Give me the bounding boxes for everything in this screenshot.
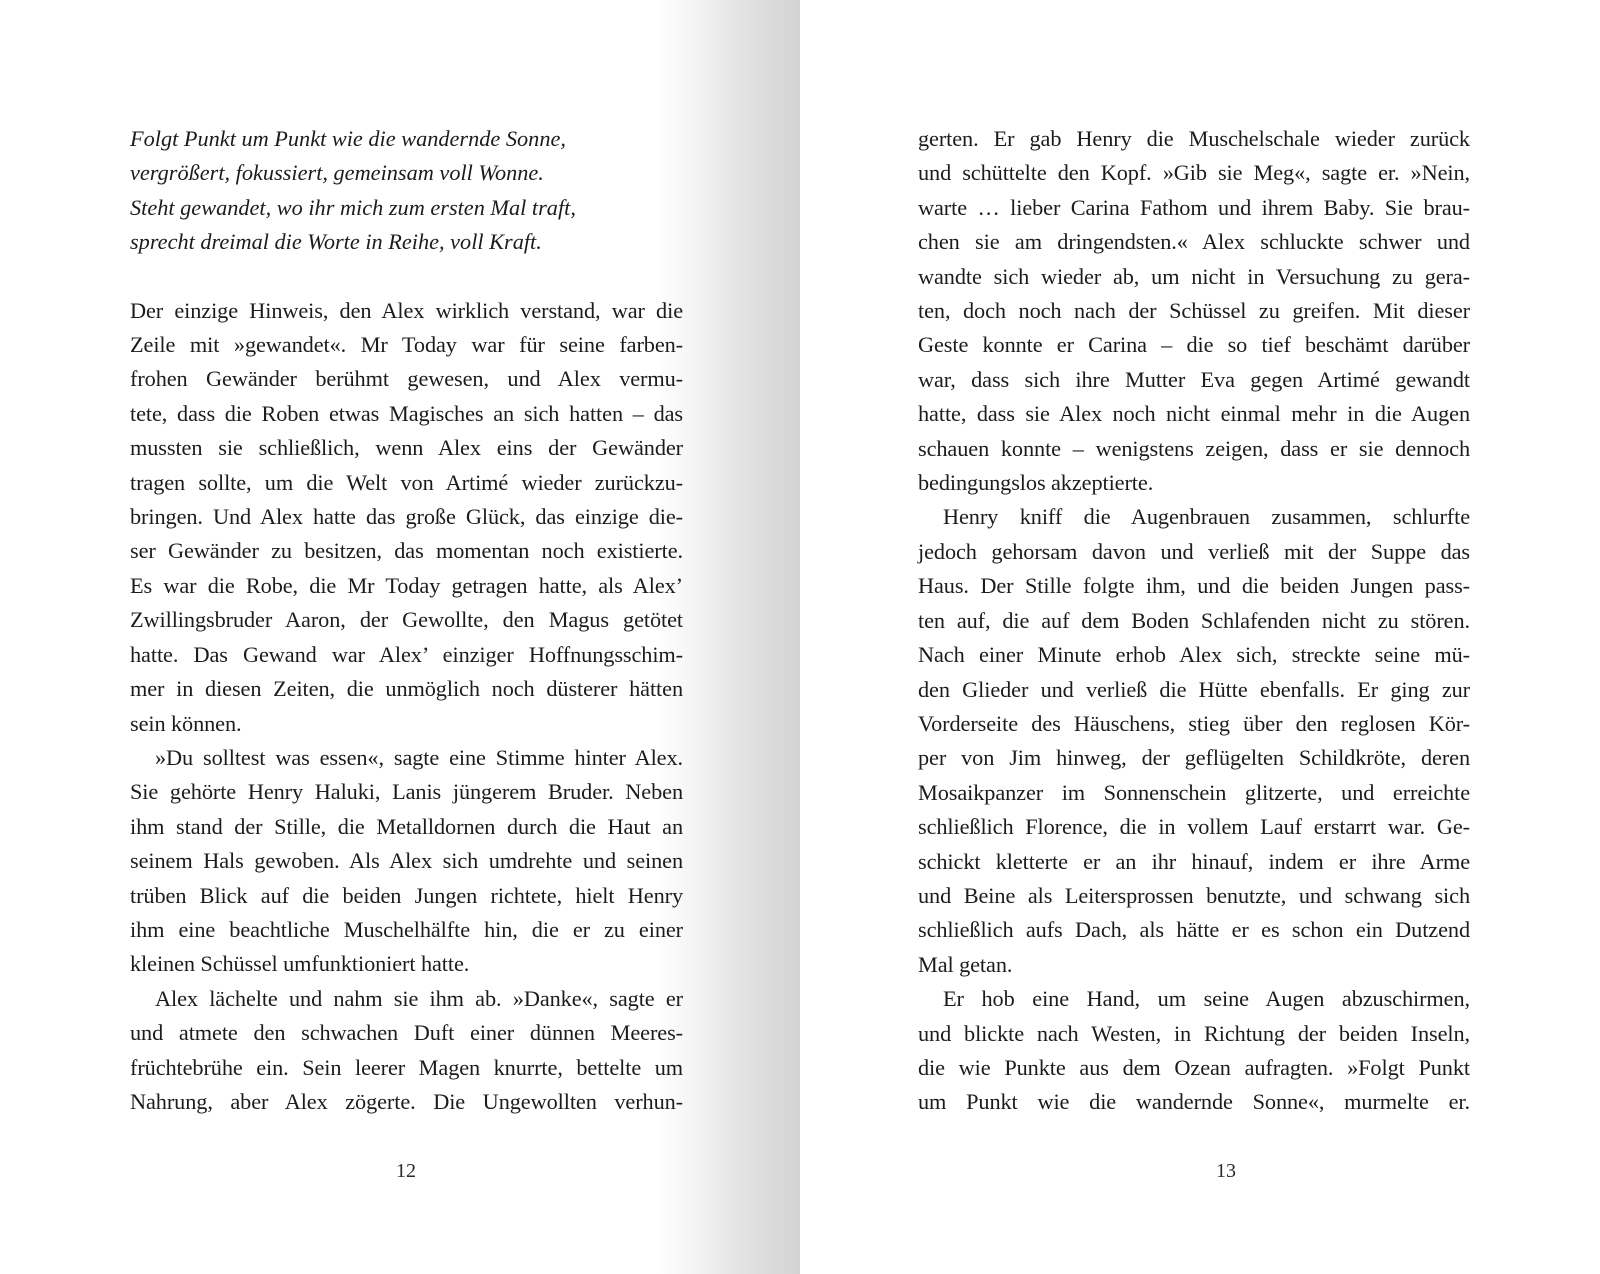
text-line: Sie gehörte Henry Haluki, Lanis jüngerem Bruder. Neben <box>130 779 683 805</box>
text-line: hatte. Das Gewand war Alex’ einziger Hoffnungsschim- <box>130 641 683 667</box>
text-line: mussten sie schließlich, wenn Alex eins der Gewänder <box>130 435 683 461</box>
text-line: um Punkt wie die wandernde Sonne«, murmelte er. <box>918 1089 1470 1115</box>
text-line: Nahrung, aber Alex zögerte. Die Ungewollten verhun- <box>130 1088 683 1114</box>
text-line: Er hob eine Hand, um seine Augen abzuschirmen, <box>943 986 1470 1012</box>
text-line: hatte, dass sie Alex noch nicht einmal mehr in die Augen <box>918 401 1470 427</box>
verse-line: vergrößert, fokussiert, gemeinsam voll Wonne. <box>130 160 544 186</box>
text-line: schließlich aufs Dach, als hätte er es schon ein Dutzend <box>918 917 1470 943</box>
text-line: kleinen Schüssel umfunktioniert hatte. <box>130 951 470 977</box>
text-line: schließlich Florence, die in vollem Lauf erstarrt war. Ge- <box>918 814 1470 840</box>
text-line: Zwillingsbruder Aaron, der Gewollte, den Magus getötet <box>130 607 683 633</box>
text-line: Mosaikpanzer im Sonnenschein glitzerte, und erreichte <box>918 779 1470 805</box>
text-line: den Glieder und verließ die Hütte ebenfalls. Er ging zur <box>918 676 1470 702</box>
text-line: Nach einer Minute erhob Alex sich, streckte seine mü- <box>918 642 1470 668</box>
text-line: die wie Punkte aus dem Ozean aufragten. »Folgt Punkt <box>918 1054 1470 1080</box>
text-line: warte … lieber Carina Fathom und ihrem Baby. Sie brau- <box>918 194 1470 220</box>
text-line: ihm stand der Stille, die Metalldornen durch die Haut an <box>130 813 683 839</box>
text-line: Henry kniff die Augenbrauen zusammen, schlurfte <box>943 504 1470 530</box>
left-page-text <box>130 122 683 1119</box>
text-line: war, dass sich ihre Mutter Eva gegen Artimé gewandt <box>918 366 1470 392</box>
page-number: 13 <box>1216 1160 1236 1182</box>
text-line: chen sie am dringendsten.« Alex schluckte schwer und <box>918 229 1470 255</box>
text-line: ten auf, die auf dem Boden Schlafenden nicht zu stören. <box>918 607 1470 633</box>
text-line: und schüttelte den Kopf. »Gib sie Meg«, sagte er. »Nein, <box>918 160 1470 186</box>
text-line: Zeile mit »gewandet«. Mr Today war für seine farben- <box>130 332 683 358</box>
verse-line: sprecht dreimal die Worte in Reihe, voll Kraft. <box>130 229 542 255</box>
verse-line: Folgt Punkt um Punkt wie die wandernde Sonne, <box>130 126 566 151</box>
text-line: per von Jim hinweg, der geflügelten Schildkröte, deren <box>918 745 1470 771</box>
text-line: Es war die Robe, die Mr Today getragen hatte, als Alex’ <box>130 572 683 598</box>
text-line: und Beine als Leitersprossen benutzte, und schwang sich <box>918 882 1470 908</box>
text-line: früchtebrühe ein. Sein leerer Magen knurrte, bettelte um <box>130 1054 683 1080</box>
text-line: trüben Blick auf die beiden Jungen richtete, hielt Henry <box>130 882 683 908</box>
text-line: tragen sollte, um die Welt von Artimé wieder zurückzu- <box>130 469 683 495</box>
prose-block <box>918 122 1470 1120</box>
text-line: sein können. <box>130 710 242 736</box>
right-page-text <box>918 122 1470 1120</box>
text-line: gerten. Er gab Henry die Muschelschale wieder zurück <box>918 126 1470 151</box>
text-line: mer in diesen Zeiten, die unmöglich noch düsterer hätten <box>130 676 683 702</box>
text-line: Der einzige Hinweis, den Alex wirklich verstand, war die <box>130 297 683 323</box>
text-line: bringen. Und Alex hatte das große Glück, das einzige die- <box>130 504 683 530</box>
text-line: Haus. Der Stille folgte ihm, und die beiden Jungen pass- <box>918 573 1470 599</box>
text-line: und blickte nach Westen, in Richtung der beiden Inseln, <box>918 1020 1470 1046</box>
text-line: schickt kletterte er an ihr hinauf, indem er ihre Arme <box>918 848 1470 874</box>
text-line: Mal getan. <box>918 951 1013 977</box>
text-line: tete, dass die Roben etwas Magisches an sich hatten – das <box>130 400 683 426</box>
text-line: Geste konnte er Carina – die so tief beschämt darüber <box>918 332 1470 358</box>
text-line: Vorderseite des Häuschens, stieg über den reglosen Kör- <box>918 710 1470 736</box>
page-number: 12 <box>396 1160 416 1182</box>
text-line: ser Gewänder zu besitzen, das momentan noch existierte. <box>130 538 683 564</box>
text-line: »Du solltest was essen«, sagte eine Stimme hinter Alex. <box>155 744 683 770</box>
text-line: ten, doch noch nach der Schüssel zu greifen. Mit dieser <box>918 298 1470 324</box>
verse-line: Steht gewandet, wo ihr mich zum ersten Mal traft, <box>130 194 576 220</box>
text-line: wandte sich wieder ab, um nicht in Versuchung zu gera- <box>918 263 1470 289</box>
text-line: schauen konnte – wenigstens zeigen, dass er sie dennoch <box>918 435 1470 461</box>
text-line: jedoch gehorsam davon und verließ mit der Suppe das <box>918 538 1470 564</box>
prose-block <box>130 294 683 1120</box>
text-line: frohen Gewänder berühmt gewesen, und Alex vermu- <box>130 366 683 392</box>
text-line: seinem Hals gewoben. Als Alex sich umdrehte und seinen <box>130 848 683 874</box>
text-line: und atmete den schwachen Duft einer dünnen Meeres- <box>130 1020 683 1046</box>
text-line: Alex lächelte und nahm sie ihm ab. »Danke«, sagte er <box>155 985 683 1011</box>
text-line: bedingungslos akzeptierte. <box>918 470 1154 496</box>
verse-block <box>130 122 683 260</box>
text-line: ihm eine beachtliche Muschelhälfte hin, die er zu einer <box>130 916 683 942</box>
right-page <box>800 0 1600 1274</box>
